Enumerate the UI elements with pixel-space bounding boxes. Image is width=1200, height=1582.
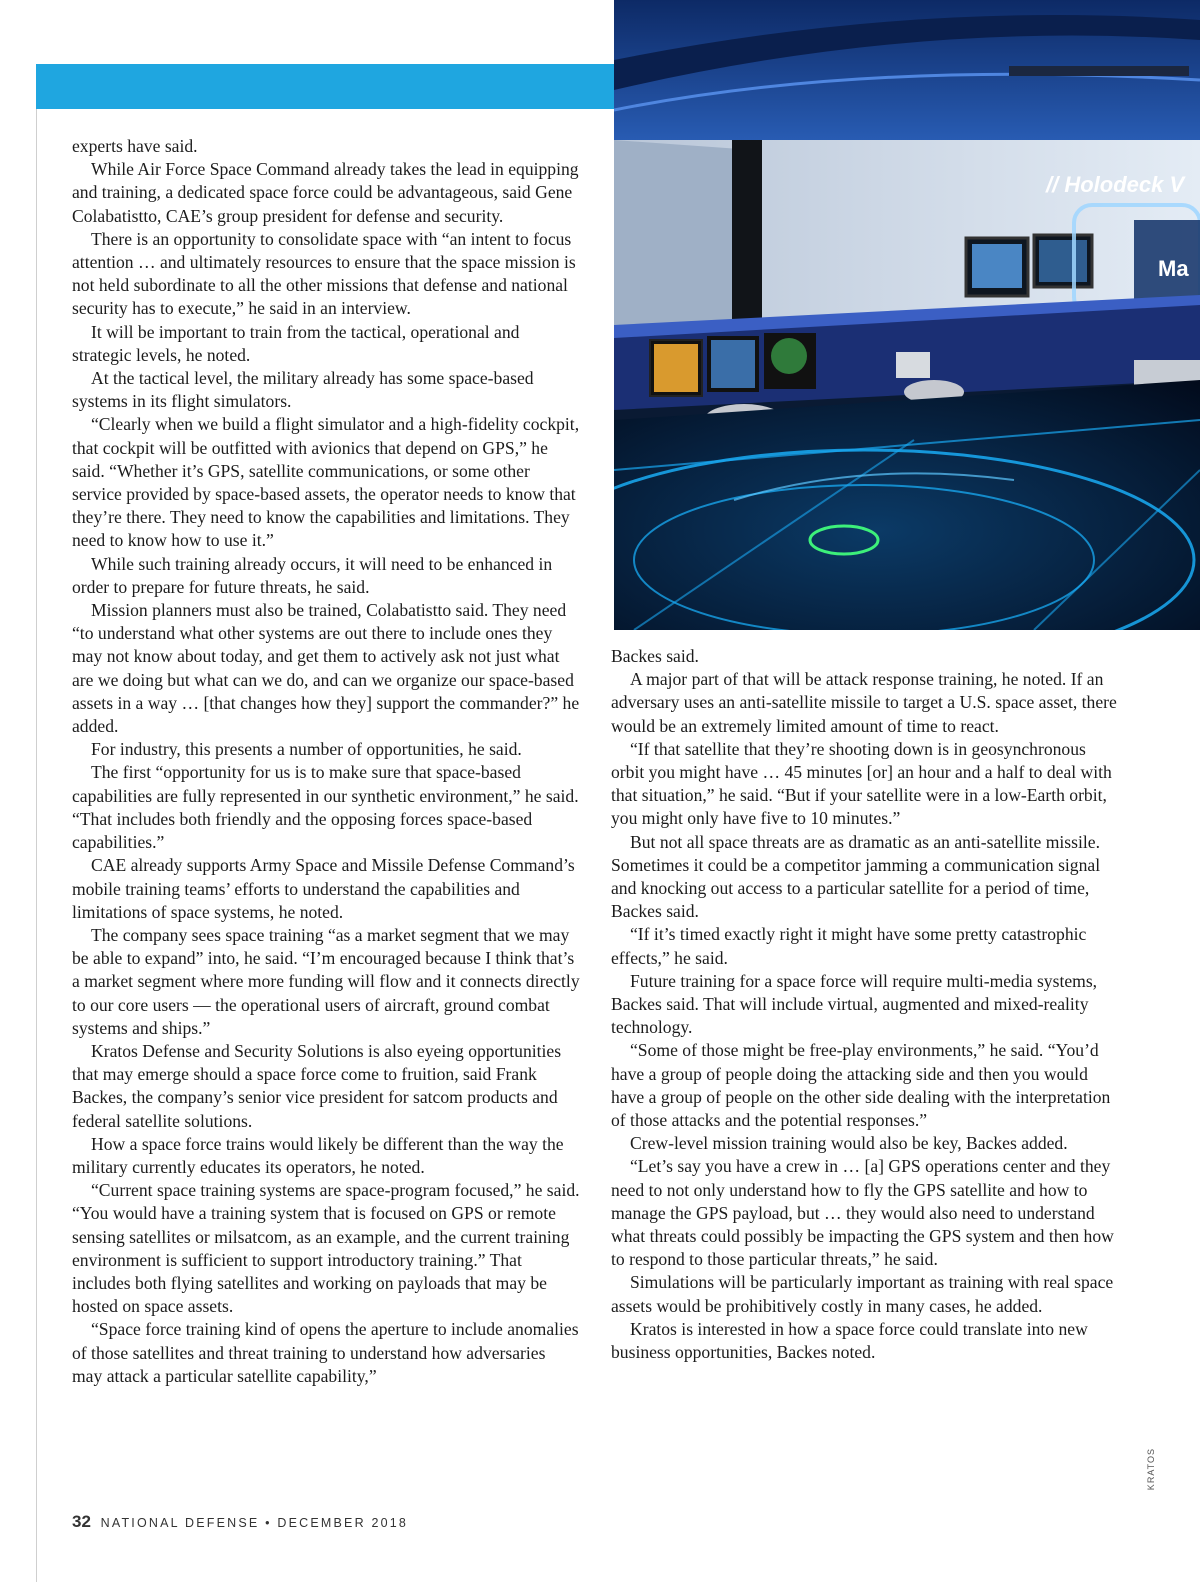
paragraph: Backes said. (611, 646, 699, 666)
header-color-band (36, 64, 614, 109)
paragraph: For industry, this presents a number of opportunities, he said. (91, 739, 522, 760)
paragraph: It will be important to train from the tactical, operational and strategic levels, he noted. (72, 321, 520, 365)
paragraph: The first “opportunity for us is to make sure that space-based capabilities are fully represented in our synthetic environment,” he said. “That includes both friendly and the opposing forces space-based capabilities.” (72, 762, 579, 853)
holodeck-photo (614, 0, 1200, 630)
paragraph: There is an opportunity to consolidate space with “an intent to focus attention … and ultimately resources to ensure that the space mission is not held subordinate to all the other missions that defense and national security has to execute,” he said in an interview. (72, 228, 576, 319)
paragraph: “Some of those might be free-play environments,” he said. “You’d have a group of people doing the attacking side and then you would have a group of people on the other side dealing with the interpretation of those attacks and the potential responses.” (611, 1040, 1111, 1131)
paragraph: Kratos is interested in how a space force could translate into new business opportunities, Backes noted. (611, 1318, 1088, 1363)
page-footer (72, 1512, 408, 1532)
paragraph: At the tactical level, the military already has some space-based systems in its flight simulators. (72, 368, 534, 412)
photo-credit: KRATOS (1146, 1448, 1156, 1491)
paragraph: CAE already supports Army Space and Missile Defense Command’s mobile training teams’ efforts to understand the capabilities and limitations of space systems, he noted. (72, 855, 575, 922)
publication-info: NATIONAL DEFENSE • DECEMBER 2018 (100, 1516, 409, 1530)
paragraph: “If that satellite that they’re shooting down is in geosynchronous orbit you might have … 45 minutes [or] an hour and a half to deal with that situation,” he said. “But if your satellite were in a low-Earth orbit, you might only have five to 10 minutes.” (611, 738, 1112, 829)
paragraph: Simulations will be particularly important as training with real space assets would be prohibitively costly in many cases, he added. (611, 1272, 1114, 1316)
paragraph: Future training for a space force will require multi-media systems, Backes said. That will include virtual, augmented and mixed-reality technology. (611, 970, 1098, 1038)
paragraph: The company sees space training “as a market segment that we may be able to expand” into, he said. “I’m encouraged because I think that’s a market segment where more funding will flow and it connects directly to our core users — the operational users of aircraft, ground combat systems and ships.” (72, 924, 580, 1038)
paragraph: “Current space training systems are space-program focused,” he said. “You would have a training system that is focused on GPS or remote sensing satellites or milsatcom, as an example, and the current training environment is sufficient to support introductory training.” That includes both flying satellites and working on payloads that may be hosted on space assets. (72, 1180, 580, 1317)
left-column (72, 135, 580, 1388)
paragraph: “If it’s timed exactly right it might have some pretty catastrophic effects,” he said. (611, 924, 1087, 968)
paragraph: While Air Force Space Command already takes the lead in equipping and training, a dedicated space force could be advantageous, said Gene Colabatistto, CAE’s group president for defense and security. (72, 159, 579, 226)
holodeck-panel-text: Ma (1158, 256, 1189, 281)
holodeck-sign: // Holodeck V (1046, 172, 1185, 197)
paragraph: Crew-level mission training would also be key, Backes added. (630, 1133, 1068, 1154)
margin-rule (36, 108, 37, 1582)
page-number: 32 (72, 1512, 91, 1531)
paragraph: A major part of that will be attack response training, he noted. If an adversary uses an anti-satellite missile to target a U.S. space asset, there would be an extremely limited amount of time to react. (611, 669, 1117, 736)
paragraph: “Let’s say you have a crew in … [a] GPS operations center and they need to not only understand how to fly the GPS satellite and how to manage the GPS payload, but … they would also need to understand what threats could possibly be impacting the GPS system and then how to respond to those particular threats,” he said. (611, 1156, 1114, 1270)
paragraph: “Space force training kind of opens the aperture to include anomalies of those satellites and threat training to understand how adversaries may attack a particular satellite capability,” (72, 1319, 579, 1386)
paragraph: Kratos Defense and Security Solutions is also eyeing opportunities that may emerge should a space force come to fruition, said Frank Backes, the company’s senior vice president for satcom products and federal satellite solutions. (72, 1040, 562, 1131)
paragraph: “Clearly when we build a flight simulator and a high-fidelity cockpit, that cockpit will be outfitted with avionics that depend on GPS,” he said. “Whether it’s GPS, satellite communications, or some other service provided by space-based assets, the operator needs to know that they’re there. They need to know the capabilities and limitations. They need to know how to use it.” (72, 414, 580, 551)
paragraph: While such training already occurs, it will need to be enhanced in order to prepare for future threats, he said. (72, 553, 553, 597)
right-column (611, 645, 1123, 1364)
paragraph: How a space force trains would likely be different than the way the military currently educates its operators, he noted. (72, 1133, 564, 1177)
paragraph: Mission planners must also be trained, Colabatistto said. They need “to understand what other systems are out there to include ones they may not know about today, and get them to actively ask not just what are we doing but what can we do, and can we organize our space-based assets in a way … [that changes how they] support the commander?” he added. (72, 600, 580, 737)
paragraph: But not all space threats are as dramatic as an anti-satellite missile. Sometimes it could be a competitor jamming a communication signal and knocking out access to a particular satellite for a period of time, Backes said. (611, 831, 1101, 922)
paragraph: experts have said. (72, 136, 198, 156)
